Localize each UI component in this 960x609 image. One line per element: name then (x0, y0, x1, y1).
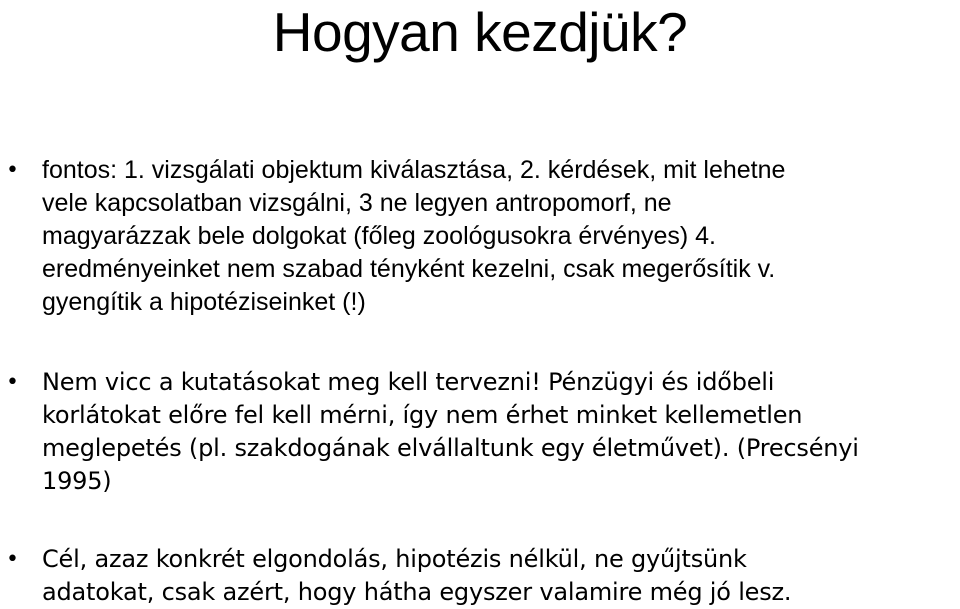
bullet-text: Cél, azaz konkrét elgondolás, hipotézis nélkül, ne gyűjtsünk adatokat, csak azért, hogy hátha egyszer valamire még jó lesz. (42, 545, 792, 606)
bullet-marker: • (6, 158, 19, 183)
bullet-marker: • (6, 547, 19, 572)
slide-title: Hogyan kezdjük? (272, 1, 688, 63)
bullet-marker: • (6, 370, 19, 395)
bullet-text: fontos: 1. vizsgálati objektum kiválasztása, 2. kérdések, mit lehetne vele kapcsolatban vizsgálni, 3 ne legyen antropomorf, ne magyarázzak bele dolgokat (főleg zoológusokra érvényes) 4. eredményeinket nem szabad tényként kezelni, csak megerősítik v. gyengítik a hipotéziseinket (!) (42, 156, 786, 316)
bullet-text: Nem vicc a kutatásokat meg kell tervezni! Pénzügyi és időbeli korlátokat előre fel kell mérni, így nem érhet minket kellemetlen meglepetés (pl. szakdogának elvállaltunk egy életművet). (Precsényi 1995) (42, 368, 859, 495)
